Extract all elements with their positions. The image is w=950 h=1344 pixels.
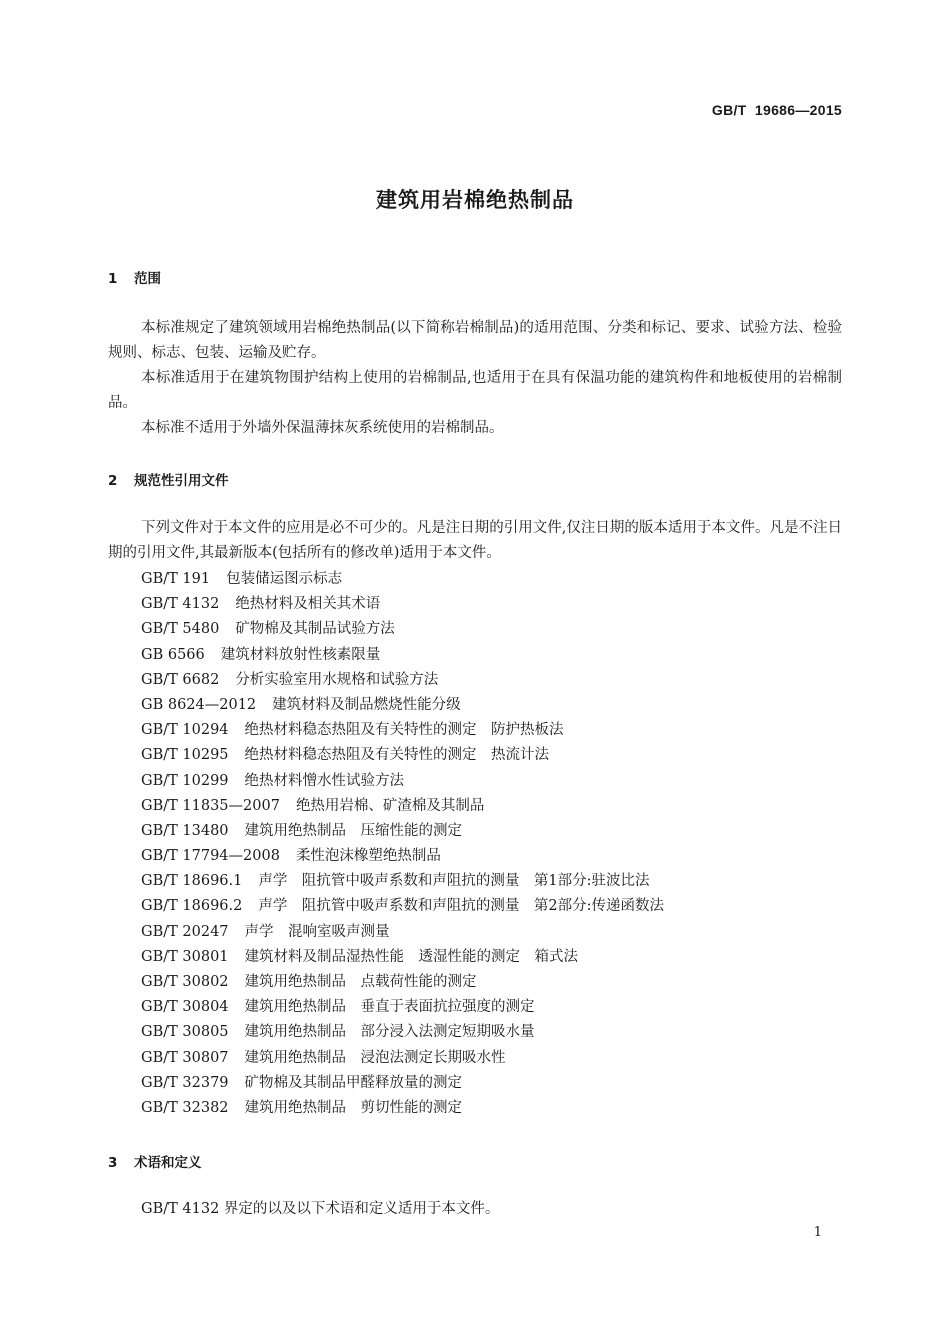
reference-item <box>141 869 664 894</box>
reference-item <box>141 970 664 995</box>
reference-title: 建筑用绝热制品 剪切性能的测定 <box>244 1099 463 1116</box>
reference-title: 绝热用岩棉、矿渣棉及其制品 <box>295 797 485 814</box>
section-3-text: GB/T 4132 界定的以及以下术语和定义适用于本文件。 <box>141 1201 500 1217</box>
reference-item <box>141 920 664 945</box>
reference-title: 声学 混响室吸声测量 <box>244 923 390 940</box>
reference-item <box>141 1046 664 1071</box>
reference-title: 建筑用绝热制品 压缩性能的测定 <box>244 822 463 839</box>
section-1-number: 1 <box>108 271 118 287</box>
reference-title: 建筑材料及制品湿热性能 透湿性能的测定 箱式法 <box>244 948 579 965</box>
reference-code: GB/T 10299 <box>141 772 229 789</box>
reference-title: 分析实验室用水规格和试验方法 <box>235 671 439 688</box>
section-3-title: 术语和定义 <box>134 1155 202 1171</box>
reference-item <box>141 693 664 718</box>
reference-item <box>141 945 664 970</box>
reference-code: GB/T 10295 <box>141 747 229 764</box>
reference-item <box>141 819 664 844</box>
reference-title: 建筑材料及制品燃烧性能分级 <box>272 696 461 713</box>
reference-code: GB/T 30802 <box>141 974 229 990</box>
reference-title: 建筑材料放射性核素限量 <box>220 646 381 663</box>
reference-code: GB/T 10294 <box>141 722 229 739</box>
reference-title: 建筑用绝热制品 垂直于表面抗拉强度的测定 <box>244 999 535 1016</box>
section-1-paragraph: 本标准不适用于外墙外保温薄抹灰系统使用的岩棉制品。 <box>141 420 504 436</box>
reference-code: GB/T 30801 <box>141 948 229 965</box>
reference-item <box>141 718 664 743</box>
reference-item <box>141 1020 664 1045</box>
reference-code: GB/T 13480 <box>141 822 229 839</box>
reference-item <box>141 668 664 693</box>
section-1-paragraph: 本标准规定了建筑领域用岩棉绝热制品(以下简称岩棉制品)的适用范围、分类和标记、要求、试验方法、检验规则、标志、包装、运输及贮存。 <box>108 320 842 361</box>
reference-code: GB/T 30804 <box>141 999 229 1016</box>
reference-code: GB/T 18696.2 <box>141 898 243 915</box>
reference-title: 声学 阻抗管中吸声系数和声阻抗的测量 第1部分:驻波比法 <box>258 873 650 890</box>
reference-title: 绝热材料稳态热阻及有关特性的测定 热流计法 <box>244 747 550 764</box>
reference-code: GB/T 11835—2007 <box>141 797 280 814</box>
document-title: 建筑用岩棉绝热制品 <box>376 188 574 212</box>
reference-code: GB/T 17794—2008 <box>141 848 280 865</box>
reference-item <box>141 567 664 592</box>
reference-title: 矿物棉及其制品试验方法 <box>235 621 395 638</box>
reference-title: 绝热材料及相关其术语 <box>235 596 381 613</box>
reference-title: 绝热材料稳态热阻及有关特性的测定 防护热板法 <box>244 722 564 739</box>
reference-code: GB/T 18696.1 <box>141 873 243 890</box>
reference-item <box>141 794 664 819</box>
section-3-heading <box>108 1151 202 1171</box>
reference-title: 矿物棉及其制品甲醛释放量的测定 <box>244 1074 463 1091</box>
section-1-title: 范围 <box>134 271 161 287</box>
reference-code: GB/T 20247 <box>141 923 229 940</box>
section-1-heading <box>108 267 161 287</box>
reference-code: GB/T 32382 <box>141 1099 229 1116</box>
page-number: 1 <box>813 1225 822 1240</box>
reference-title: 建筑用绝热制品 浸泡法测定长期吸水性 <box>244 1049 506 1066</box>
section-2-heading <box>108 469 229 489</box>
section-2-title: 规范性引用文件 <box>134 473 229 489</box>
section-1-paragraph: 本标准适用于在建筑物围护结构上使用的岩棉制品,也适用于在具有保温功能的建筑构件和地板使用的岩棉制品。 <box>108 370 842 411</box>
reference-code: GB 8624—2012 <box>141 696 257 713</box>
reference-title: 绝热材料憎水性试验方法 <box>244 772 405 789</box>
reference-code: GB 6566 <box>141 646 205 663</box>
reference-item <box>141 743 664 768</box>
reference-item <box>141 769 664 794</box>
reference-item <box>141 1071 664 1096</box>
reference-title: 建筑用绝热制品 点载荷性能的测定 <box>244 974 477 990</box>
reference-code: GB/T 32379 <box>141 1074 229 1091</box>
reference-item <box>141 894 664 919</box>
reference-item <box>141 592 664 617</box>
reference-title: 柔性泡沫橡塑绝热制品 <box>295 848 441 865</box>
reference-code: GB/T 5480 <box>141 621 220 638</box>
reference-list <box>141 567 664 1121</box>
reference-title: 包装储运图示标志 <box>226 571 343 587</box>
reference-code: GB/T 30807 <box>141 1049 229 1066</box>
reference-item <box>141 995 664 1020</box>
reference-title: 声学 阻抗管中吸声系数和声阻抗的测量 第2部分:传递函数法 <box>258 898 664 915</box>
reference-title: 建筑用绝热制品 部分浸入法测定短期吸水量 <box>244 1024 535 1041</box>
reference-item <box>141 1096 664 1121</box>
reference-code: GB/T 4132 <box>141 596 220 613</box>
reference-code: GB/T 191 <box>141 571 211 587</box>
section-2-number: 2 <box>108 473 118 489</box>
section-2-intro: 下列文件对于本文件的应用是必不可少的。凡是注日期的引用文件,仅注日期的版本适用于本文件。凡是不注日期的引用文件,其最新版本(包括所有的修改单)适用于本文件。 <box>108 520 842 561</box>
standard-code: GB/T 19686—2015 <box>711 102 842 118</box>
reference-code: GB/T 6682 <box>141 671 220 688</box>
reference-code: GB/T 30805 <box>141 1024 229 1041</box>
reference-item <box>141 643 664 668</box>
reference-item <box>141 617 664 642</box>
section-3-number: 3 <box>108 1155 118 1171</box>
reference-item <box>141 844 664 869</box>
